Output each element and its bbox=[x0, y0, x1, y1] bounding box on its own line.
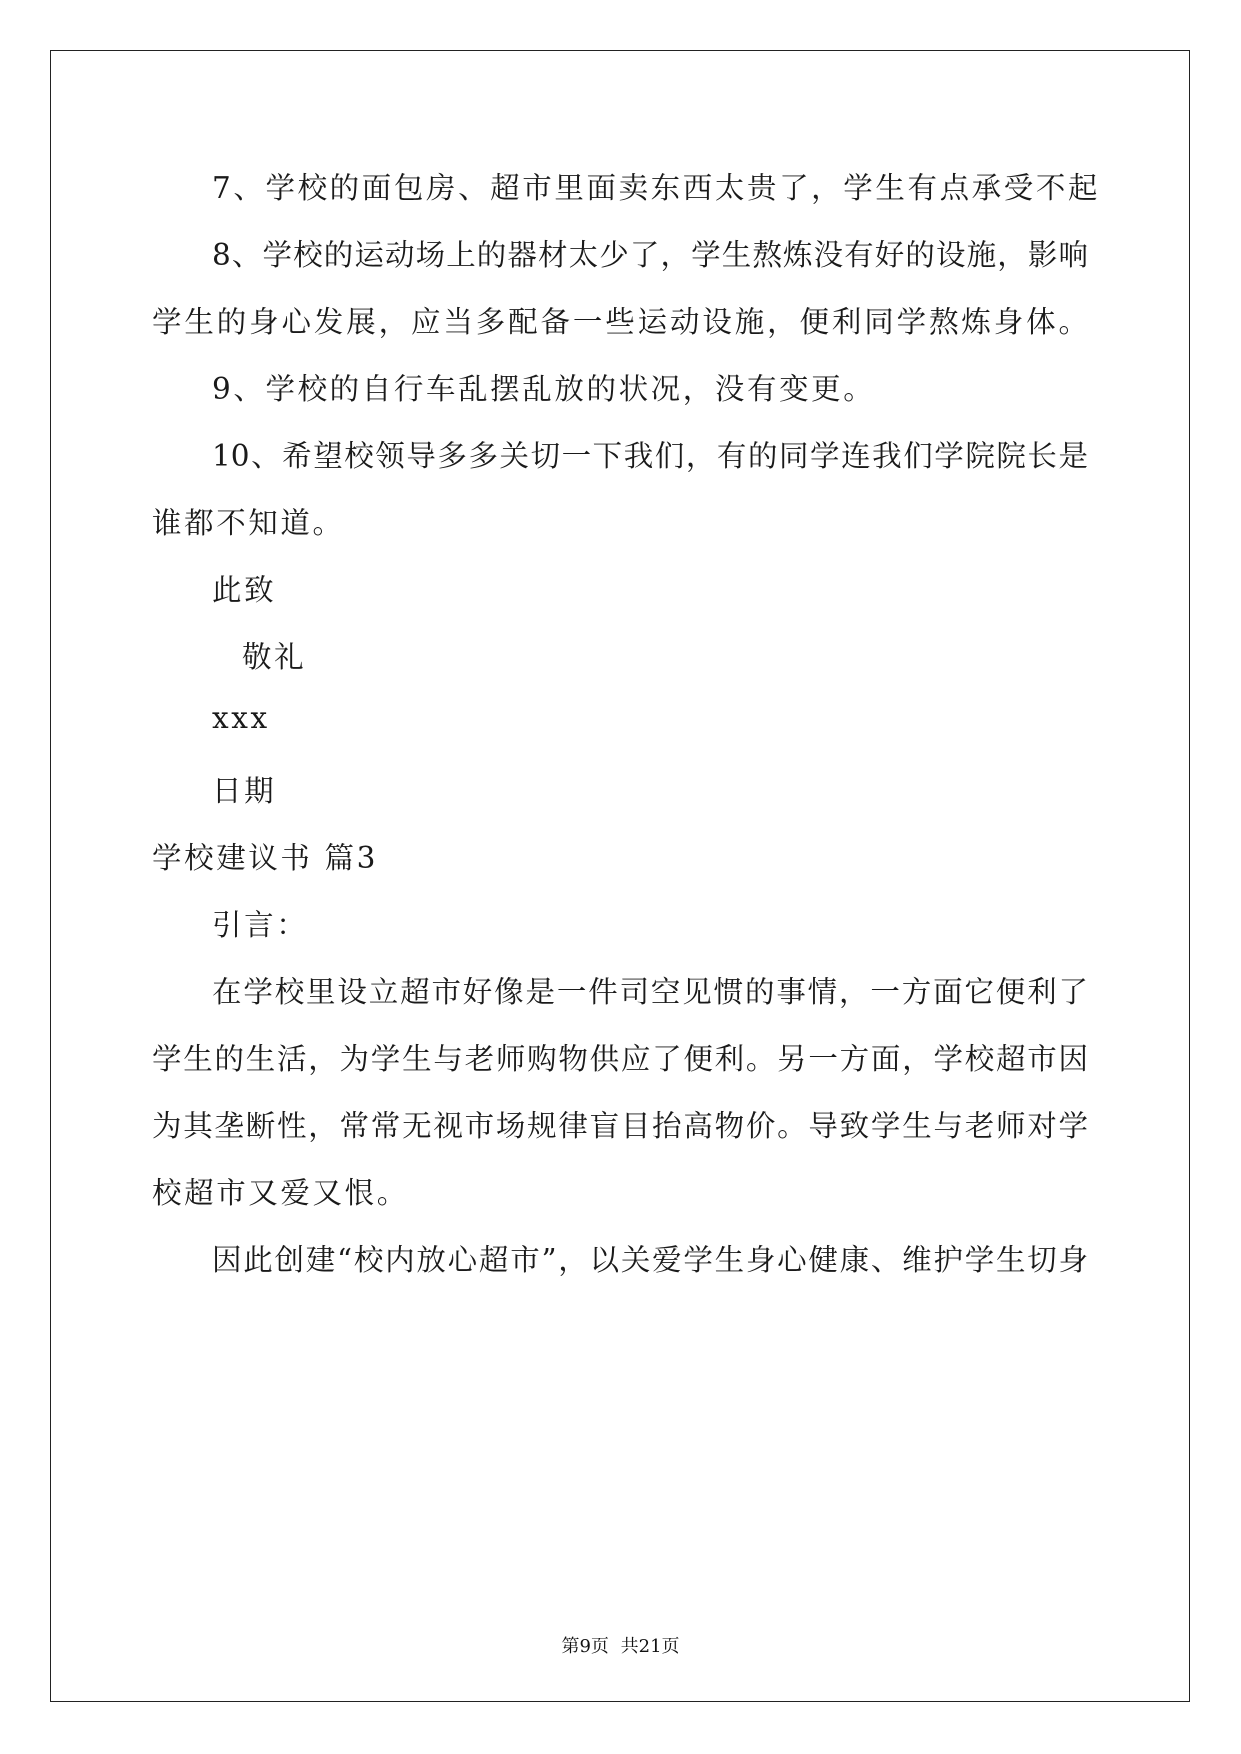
paragraph-line: 8、学校的运动场上的器材太少了，学生熬炼没有好的设施，影响 bbox=[212, 238, 1088, 272]
page-footer bbox=[0, 1632, 1241, 1658]
page-total: 共21页 bbox=[620, 1636, 680, 1657]
paragraph-line: 学生的生活，为学生与老师购物供应了便利。另一方面，学校超市因 bbox=[152, 1042, 1088, 1076]
paragraph-line: 为其垄断性，常常无视市场规律盲目抬高物价。导致学生与老师对学 bbox=[152, 1109, 1088, 1143]
paragraph-line: 引言： bbox=[212, 908, 309, 942]
section-heading: 学校建议书 篇3 bbox=[152, 841, 378, 875]
date-line: 日期 bbox=[212, 774, 277, 808]
paragraph-line: 校超市又爱又恨。 bbox=[152, 1176, 409, 1210]
paragraph-line: 谁都不知道。 bbox=[152, 506, 345, 540]
page-number: 第9页 bbox=[561, 1636, 609, 1657]
paragraph-line: 因此创建“校内放心超市”，以关爱学生身心健康、维护学生切身 bbox=[212, 1243, 1088, 1277]
salutation-line: 此致 bbox=[212, 573, 277, 607]
paragraph-line: 7、学校的面包房、超市里面卖东西太贵了，学生有点承受不起 bbox=[212, 171, 1101, 205]
paragraph-line: 在学校里设立超市好像是一件司空见惯的事情，一方面它便利了 bbox=[212, 975, 1088, 1009]
salutation-line: 敬礼 bbox=[242, 640, 307, 674]
paragraph-line: 10、希望校领导多多关切一下我们，有的同学连我们学院院长是 bbox=[212, 439, 1088, 473]
paragraph-line: 9、学校的自行车乱摆乱放的状况，没有变更。 bbox=[212, 372, 876, 406]
signature-line: xxx bbox=[212, 701, 270, 735]
paragraph-line: 学生的身心发展，应当多配备一些运动设施，便利同学熬炼身体。 bbox=[152, 305, 1088, 339]
